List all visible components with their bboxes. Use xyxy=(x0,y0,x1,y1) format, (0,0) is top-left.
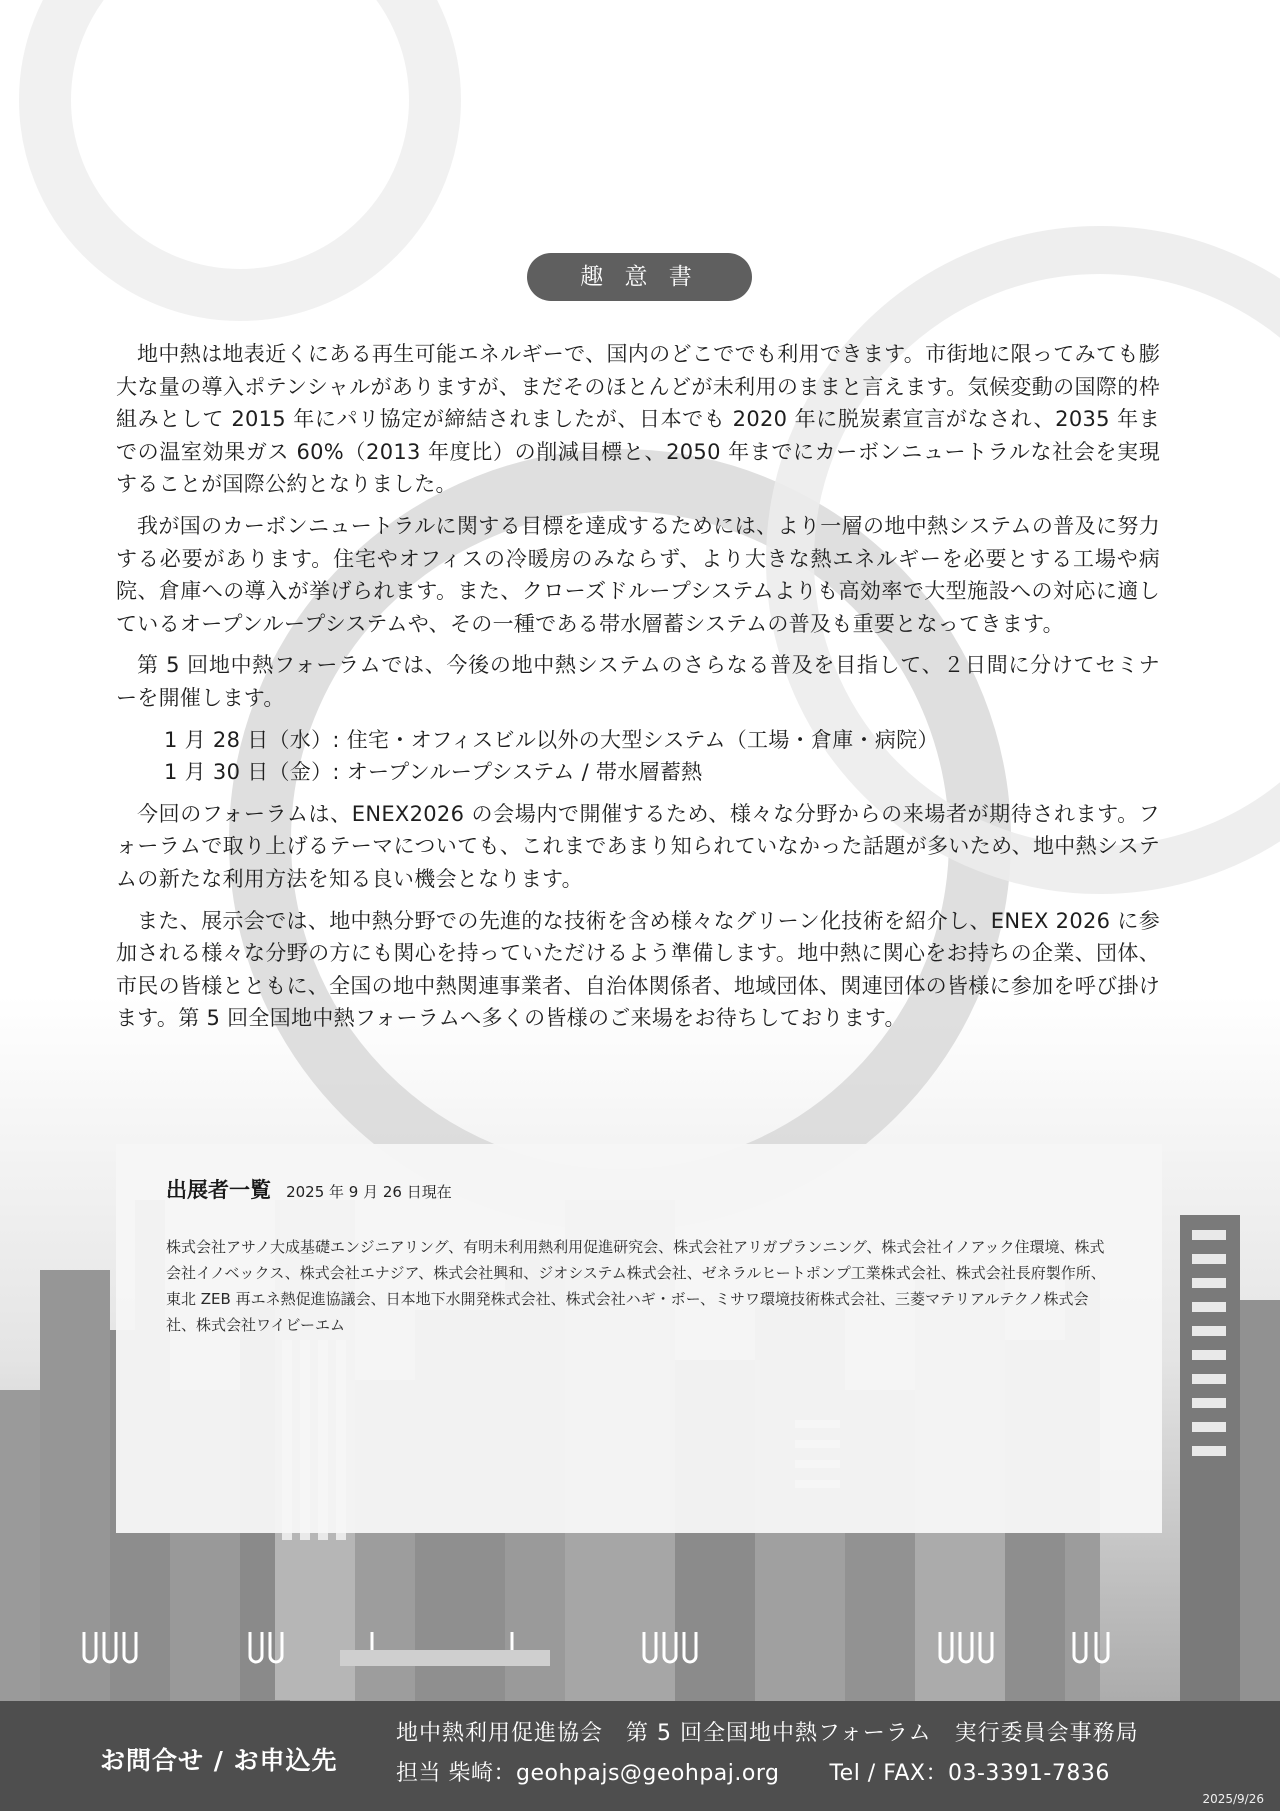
organizer-name: 地中熱利用促進協会 第 5 回全国地中熱フォーラム 実行委員会事務局 xyxy=(396,1721,1139,1746)
exhibitor-panel xyxy=(116,1144,1162,1533)
paragraph: 第 5 回地中熱フォーラムでは、今後の地中熱システムのさらなる普及を目指して、２日間に分けてセミナーを開催します。 xyxy=(116,653,1160,710)
body-text xyxy=(116,338,1160,1044)
paragraph: 今回のフォーラムは、ENEX2026 の会場内で開催するため、様々な分野からの来場者が期待されます。フォーラムで取り上げるテーマについても、これまであまり知られていなかった話題が多いため、地中熱システムの新たな利用方法を知る良い機会となります。 xyxy=(116,801,1160,891)
paragraph: 地中熱は地表近くにある再生可能エネルギーで、国内のどこででも利用できます。市街地に限ってみても膨大な量の導入ポテンシャルがありますが、まだそのほとんどが未利用のままと言えます。気候変動の国際的枠組みとして 2015 年にパリ協定が締結されましたが、日本でも 2020 年に脱炭素宣言がなされ、2035 年までの温室効果ガス 60%（2013 年度比）の削減目標と、2050 年までにカーボンニュートラルな社会を実現することが国際公約となりました。 xyxy=(116,342,1160,497)
exhibitor-as-of-date: 2025 年 9 月 26 日現在 xyxy=(286,1183,452,1201)
contact-email[interactable]: 担当 柴崎：geohpajs@geohpaj.org xyxy=(396,1761,780,1786)
paragraph: また、展示会では、地中熱分野での先進的な技術を含め様々なグリーン化技術を紹介し、ENEX 2026 に参加される様々な分野の方にも関心を持っていただけるよう準備します。地中熱に関心をお持ちの企業、団体、市民の皆様とともに、全国の地中熱関連事業者、自治体関係者、地域団体、関連団体の皆様に参加を呼び掛けます。第 5 回全国地中熱フォーラムへ多くの皆様のご来場をお待ちしております。 xyxy=(116,908,1160,1031)
page-title: 趣 意 書 xyxy=(527,253,752,301)
issue-date: 2025/9/26 xyxy=(1202,1792,1264,1806)
exhibitor-heading xyxy=(166,1174,452,1204)
contact-label: お問合せ / お申込先 xyxy=(100,1746,338,1775)
footer-bar xyxy=(0,1701,1280,1811)
exhibitor-title: 出展者一覧 xyxy=(166,1178,271,1202)
paragraph: 我が国のカーボンニュートラルに関する目標を達成するためには、より一層の地中熱システムの普及に努力する必要があります。住宅やオフィスの冷暖房のみならず、より大きな熱エネルギーを必要とする工場や病院、倉庫への導入が挙げられます。また、クローズドループシステムよりも高効率で大型施設への対応に適しているオープンループシステムや、その一種である帯水層蓄システムの普及も重要となってきます。 xyxy=(116,513,1160,636)
contact-telfax: Tel / FAX：03-3391-7836 xyxy=(829,1761,1110,1786)
exhibitor-list: 株式会社アサノ大成基礎エンジニアリング、有明未利用熱利用促進研究会、株式会社アリガプランニング、株式会社イノアック住環境、株式会社イノベックス、株式会社エナジア、株式会社興和、ジオシステム株式会社、ゼネラルヒートポンプ工業株式会社、株式会社長府製作所、東北 ZEB 再エネ熱促進協議会、日本地下水開発株式会社、株式会社ハギ・ボー、ミサワ環境技術株式会社、三菱マテリアルテクノ株式会社、株式会社ワイビーエム xyxy=(166,1238,1106,1334)
contact-line xyxy=(396,1756,1110,1787)
schedule-item: 1 月 28 日（水）: 住宅・オフィスビル以外の大型システム（工場・倉庫・病院） xyxy=(164,727,939,752)
ground-slab xyxy=(340,1650,550,1666)
schedule-item: 1 月 30 日（金）: オープンループシステム / 帯水層蓄熱 xyxy=(164,760,703,785)
